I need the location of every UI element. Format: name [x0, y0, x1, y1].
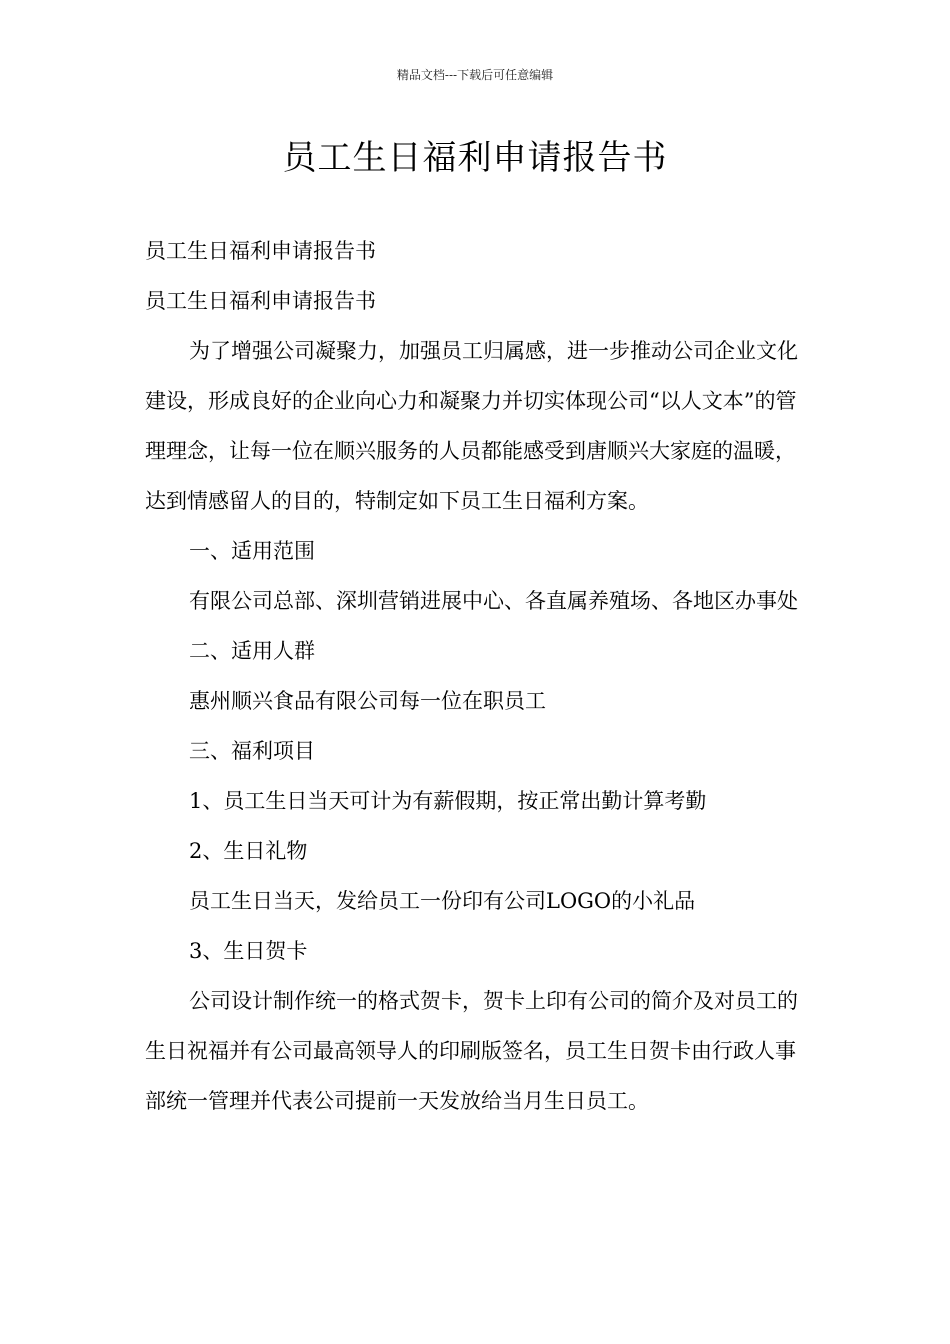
document-title: 员工生日福利申请报告书 — [282, 138, 668, 178]
paragraph-subtitle-2: 员工生日福利申请报告书 — [145, 289, 376, 313]
benefit-item-1: 1、员工生日当天可计为有薪假期，按正常出勤计算考勤 — [189, 789, 707, 813]
header-note: 精品文档---下载后可任意编辑 — [396, 68, 554, 82]
document-body — [145, 226, 807, 1126]
paragraph-subtitle-1: 员工生日福利申请报告书 — [145, 239, 376, 263]
benefit-item-3: 3、生日贺卡 — [189, 939, 308, 963]
benefit-item-2-detail: 员工生日当天，发给员工一份印有公司LOGO的小礼品 — [189, 889, 696, 913]
section-heading-benefits: 三、福利项目 — [189, 739, 315, 763]
section-heading-audience: 二、适用人群 — [189, 639, 315, 663]
section-heading-scope: 一、适用范围 — [189, 539, 315, 563]
benefit-item-2: 2、生日礼物 — [189, 839, 308, 863]
paragraph-audience: 惠州顺兴食品有限公司每一位在职员工 — [189, 689, 546, 713]
paragraph-scope: 有限公司总部、深圳营销进展中心、各直属养殖场、各地区办事处 — [189, 589, 798, 613]
benefit-item-3-detail: 公司设计制作统一的格式贺卡，贺卡上印有公司的简介及对员工的生日祝福并有公司最高领导人的印刷版签名，员工生日贺卡由行政人事部统一管理并代表公司提前一天发放给当月生日员工。 — [145, 989, 798, 1113]
paragraph-intro: 为了增强公司凝聚力，加强员工归属感，进一步推动公司企业文化建设，形成良好的企业向心力和凝聚力并切实体现公司“以人文本”的管理理念，让每一位在顺兴服务的人员都能感受到唐顺兴大家庭的温暖，达到情感留人的目的，特制定如下员工生日福利方案。 — [145, 339, 798, 513]
